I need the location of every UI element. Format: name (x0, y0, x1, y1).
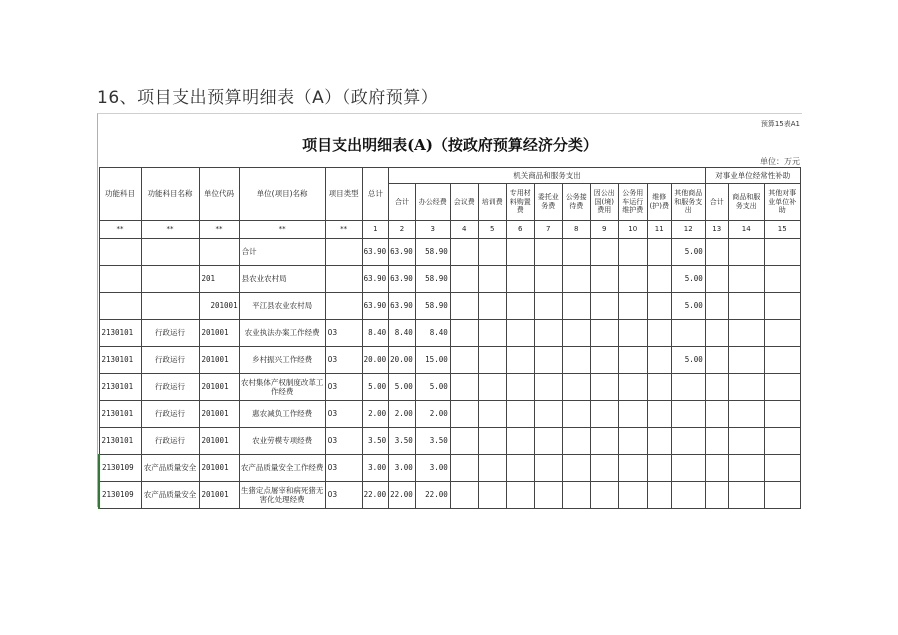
cell-empty (647, 482, 671, 509)
cell-project-type: 03 (325, 401, 362, 428)
cell-empty (705, 374, 728, 401)
header-col-number: 15 (764, 221, 800, 239)
header-unit-code: 单位代码 (199, 168, 239, 221)
unit-label: 单位：万元 (760, 157, 800, 166)
cell-empty (506, 428, 534, 455)
header-marker: ** (199, 221, 239, 239)
cell-office-expense: 58.90 (415, 293, 450, 320)
cell-empty (478, 239, 506, 266)
cell-admin-total: 2.00 (389, 401, 416, 428)
cell-empty (764, 347, 800, 374)
cell-empty (478, 320, 506, 347)
cell-empty (618, 239, 647, 266)
header-col-number: 10 (618, 221, 647, 239)
cell-empty (534, 428, 562, 455)
cell-unit-code: 201001 (199, 320, 239, 347)
cell-func-code: 2130101 (99, 320, 141, 347)
cell-empty (590, 455, 618, 482)
cell-empty (764, 374, 800, 401)
cell-empty (618, 401, 647, 428)
cell-empty (562, 347, 590, 374)
table-row (99, 239, 800, 266)
cell-project-type (325, 266, 362, 293)
cell-func-code (99, 239, 141, 266)
cell-unit-code: 201001 (199, 401, 239, 428)
cell-empty (647, 401, 671, 428)
cell-other-goods (671, 401, 705, 428)
cell-unit-name: 县农业农村局 (239, 266, 325, 293)
cell-project-type: 03 (325, 455, 362, 482)
cell-empty (534, 320, 562, 347)
cell-unit-name: 合计 (239, 239, 325, 266)
cell-empty (618, 293, 647, 320)
page-heading: 16、项目支出预算明细表（A）（政府预算） (97, 88, 439, 108)
header-col-number: 8 (562, 221, 590, 239)
cell-other-goods (671, 374, 705, 401)
cell-unit-code: 201 (199, 266, 239, 293)
cell-empty (705, 293, 728, 320)
cell-project-type: 03 (325, 428, 362, 455)
cell-office-expense: 8.40 (415, 320, 450, 347)
cell-empty (478, 482, 506, 509)
header-subsidy-col: 其他对事业单位补助 (764, 184, 800, 221)
cell-empty (562, 266, 590, 293)
cell-empty (728, 455, 764, 482)
cell-empty (450, 320, 478, 347)
cell-total: 63.90 (362, 293, 389, 320)
cell-total: 3.50 (362, 428, 389, 455)
cell-empty (562, 239, 590, 266)
cell-empty (450, 266, 478, 293)
header-subsidy-col: 合计 (705, 184, 728, 221)
cell-empty (450, 374, 478, 401)
cell-func-name (141, 239, 199, 266)
cell-empty (647, 455, 671, 482)
cell-empty (764, 293, 800, 320)
cell-project-type: 03 (325, 347, 362, 374)
header-subsidy-col: 商品和服务支出 (728, 184, 764, 221)
cell-empty (506, 374, 534, 401)
cell-empty (506, 320, 534, 347)
header-marker: ** (99, 221, 141, 239)
cell-empty (506, 266, 534, 293)
header-admin-col: 委托业务费 (534, 184, 562, 221)
cell-empty (764, 455, 800, 482)
cell-empty (534, 455, 562, 482)
cell-empty (647, 320, 671, 347)
cell-func-name: 行政运行 (141, 347, 199, 374)
cell-func-code: 2130101 (99, 374, 141, 401)
cell-empty (562, 428, 590, 455)
header-total: 总计 (362, 168, 389, 221)
cell-empty (647, 428, 671, 455)
cell-empty (590, 239, 618, 266)
cell-empty (764, 428, 800, 455)
cell-empty (478, 455, 506, 482)
header-func-name: 功能科目名称 (141, 168, 199, 221)
cell-empty (478, 293, 506, 320)
cell-empty (534, 347, 562, 374)
cell-empty (450, 347, 478, 374)
header-col-number: 3 (415, 221, 450, 239)
cell-office-expense: 22.00 (415, 482, 450, 509)
budget-sheet (97, 113, 802, 507)
cell-office-expense: 5.00 (415, 374, 450, 401)
cell-empty (764, 320, 800, 347)
cell-func-code (99, 293, 141, 320)
header-col-number: 1 (362, 221, 389, 239)
cell-unit-code: 201001 (199, 428, 239, 455)
cell-total: 3.00 (362, 455, 389, 482)
cell-func-name (141, 266, 199, 293)
header-admin-col: 维修(护)费 (647, 184, 671, 221)
cell-func-code (99, 266, 141, 293)
cell-total: 2.00 (362, 401, 389, 428)
cell-empty (450, 482, 478, 509)
cell-other-goods: 5.00 (671, 293, 705, 320)
header-row-1 (99, 168, 800, 184)
cell-func-name (141, 293, 199, 320)
cell-empty (590, 293, 618, 320)
cell-empty (534, 482, 562, 509)
cell-office-expense: 3.50 (415, 428, 450, 455)
cell-empty (705, 266, 728, 293)
cell-unit-code: 201001 (199, 374, 239, 401)
cell-empty (705, 455, 728, 482)
cell-func-code: 2130109 (99, 455, 141, 482)
header-group-admin: 机关商品和服务支出 (389, 168, 706, 184)
cell-other-goods: 5.00 (671, 347, 705, 374)
cell-empty (618, 266, 647, 293)
cell-empty (534, 239, 562, 266)
cell-total: 63.90 (362, 266, 389, 293)
cell-empty (562, 455, 590, 482)
cell-empty (590, 347, 618, 374)
cell-unit-code: 201001 (199, 293, 239, 320)
cell-total: 8.40 (362, 320, 389, 347)
header-admin-col: 培训费 (478, 184, 506, 221)
cell-other-goods: 5.00 (671, 239, 705, 266)
cell-empty (562, 482, 590, 509)
cell-empty (647, 293, 671, 320)
cell-empty (506, 401, 534, 428)
cell-func-code: 2130101 (99, 428, 141, 455)
cell-func-code: 2130101 (99, 347, 141, 374)
cell-func-name: 行政运行 (141, 401, 199, 428)
cell-empty (618, 347, 647, 374)
cell-admin-total: 22.00 (389, 482, 416, 509)
header-row-3 (99, 221, 800, 239)
cell-unit-name: 乡村振兴工作经费 (239, 347, 325, 374)
cell-empty (647, 347, 671, 374)
cell-empty (705, 401, 728, 428)
table-row (99, 482, 800, 509)
header-col-number: 5 (478, 221, 506, 239)
cell-office-expense: 15.00 (415, 347, 450, 374)
cell-unit-code: 201001 (199, 455, 239, 482)
header-group-subsidy: 对事业单位经常性补助 (705, 168, 800, 184)
header-col-number: 9 (590, 221, 618, 239)
cell-empty (506, 347, 534, 374)
form-code: 预算15表A1 (760, 120, 800, 128)
cell-empty (705, 428, 728, 455)
cell-empty (562, 320, 590, 347)
cell-other-goods: 5.00 (671, 266, 705, 293)
cell-empty (506, 239, 534, 266)
cell-empty (590, 374, 618, 401)
cell-empty (705, 320, 728, 347)
cell-empty (647, 239, 671, 266)
cell-func-name: 行政运行 (141, 374, 199, 401)
cell-empty (590, 482, 618, 509)
header-admin-col: 公务接待费 (562, 184, 590, 221)
table-body (99, 239, 800, 509)
cell-admin-total: 63.90 (389, 293, 416, 320)
cell-unit-name: 惠农减负工作经费 (239, 401, 325, 428)
header-col-number: 6 (506, 221, 534, 239)
header-col-number: 14 (728, 221, 764, 239)
cell-admin-total: 3.50 (389, 428, 416, 455)
cell-empty (450, 428, 478, 455)
cell-empty (728, 482, 764, 509)
header-admin-col: 合计 (389, 184, 416, 221)
header-col-number: 11 (647, 221, 671, 239)
cell-empty (506, 293, 534, 320)
cell-office-expense: 58.90 (415, 239, 450, 266)
cell-func-name: 行政运行 (141, 428, 199, 455)
cell-func-name: 行政运行 (141, 320, 199, 347)
cell-empty (764, 401, 800, 428)
cell-unit-name: 平江县农业农村局 (239, 293, 325, 320)
table-row (99, 401, 800, 428)
table-row (99, 266, 800, 293)
table-row (99, 428, 800, 455)
cell-empty (450, 401, 478, 428)
header-admin-col: 办公经费 (415, 184, 450, 221)
cell-empty (534, 293, 562, 320)
cell-empty (764, 266, 800, 293)
cell-empty (506, 455, 534, 482)
table-row (99, 374, 800, 401)
cell-other-goods (671, 455, 705, 482)
table-title: 项目支出明细表(A)（按政府预算经济分类） (302, 136, 598, 154)
cell-empty (764, 482, 800, 509)
header-admin-col: 公务用车运行维护费 (618, 184, 647, 221)
cell-admin-total: 3.00 (389, 455, 416, 482)
cell-admin-total: 8.40 (389, 320, 416, 347)
cell-empty (478, 401, 506, 428)
cell-empty (478, 374, 506, 401)
cell-project-type (325, 239, 362, 266)
cell-empty (618, 428, 647, 455)
cell-other-goods (671, 428, 705, 455)
cell-empty (728, 320, 764, 347)
cell-empty (705, 239, 728, 266)
cell-empty (478, 428, 506, 455)
cell-unit-name: 生猪定点屠宰和病死猪无害化处理经费 (239, 482, 325, 509)
header-admin-col: 专用材料购置费 (506, 184, 534, 221)
cell-empty (728, 428, 764, 455)
header-project-type: 项目类型 (325, 168, 362, 221)
cell-func-code: 2130101 (99, 401, 141, 428)
cell-empty (618, 455, 647, 482)
cell-unit-name: 农产品质量安全工作经费 (239, 455, 325, 482)
cell-office-expense: 2.00 (415, 401, 450, 428)
cell-admin-total: 63.90 (389, 266, 416, 293)
table-row (99, 347, 800, 374)
cell-project-type: 03 (325, 374, 362, 401)
header-marker: ** (325, 221, 362, 239)
header-col-number: 7 (534, 221, 562, 239)
cell-empty (618, 482, 647, 509)
cell-project-type (325, 293, 362, 320)
cell-empty (728, 374, 764, 401)
cell-empty (618, 320, 647, 347)
cell-unit-code (199, 239, 239, 266)
cell-func-name: 农产品质量安全 (141, 455, 199, 482)
cell-empty (728, 266, 764, 293)
cell-empty (647, 266, 671, 293)
cell-func-code: 2130109 (99, 482, 141, 509)
header-col-number: 12 (671, 221, 705, 239)
cell-office-expense: 58.90 (415, 266, 450, 293)
cell-total: 5.00 (362, 374, 389, 401)
budget-table (98, 167, 801, 509)
header-col-number: 13 (705, 221, 728, 239)
cell-empty (618, 374, 647, 401)
cell-admin-total: 63.90 (389, 239, 416, 266)
cell-other-goods (671, 482, 705, 509)
table-row (99, 293, 800, 320)
cell-office-expense: 3.00 (415, 455, 450, 482)
header-func-code: 功能科目 (99, 168, 141, 221)
cell-empty (705, 482, 728, 509)
cell-admin-total: 5.00 (389, 374, 416, 401)
cell-empty (590, 266, 618, 293)
cell-project-type: 03 (325, 320, 362, 347)
cell-empty (562, 293, 590, 320)
table-row (99, 320, 800, 347)
cell-empty (590, 428, 618, 455)
cell-unit-code: 201001 (199, 347, 239, 374)
cell-other-goods (671, 320, 705, 347)
cell-func-name: 农产品质量安全 (141, 482, 199, 509)
cell-empty (450, 239, 478, 266)
cell-empty (534, 266, 562, 293)
header-admin-col: 其他商品和服务支出 (671, 184, 705, 221)
cell-empty (534, 374, 562, 401)
cell-empty (728, 239, 764, 266)
cell-empty (534, 401, 562, 428)
header-unit-name: 单位(项目)名称 (239, 168, 325, 221)
header-admin-col: 因公出国(境)费用 (590, 184, 618, 221)
cell-empty (728, 401, 764, 428)
cell-empty (764, 239, 800, 266)
cell-total: 20.00 (362, 347, 389, 374)
cell-total: 22.00 (362, 482, 389, 509)
cell-empty (590, 401, 618, 428)
cell-project-type: 03 (325, 482, 362, 509)
cell-total: 63.90 (362, 239, 389, 266)
cell-unit-name: 农业劳模专项经费 (239, 428, 325, 455)
cell-empty (478, 347, 506, 374)
cell-empty (647, 374, 671, 401)
cell-unit-name: 农村集体产权制度改革工作经费 (239, 374, 325, 401)
table-row (99, 455, 800, 482)
cell-empty (506, 482, 534, 509)
header-col-number: 4 (450, 221, 478, 239)
cell-empty (728, 293, 764, 320)
header-marker: ** (239, 221, 325, 239)
cell-empty (478, 266, 506, 293)
cell-empty (562, 401, 590, 428)
cell-empty (728, 347, 764, 374)
cell-unit-name: 农业执法办案工作经费 (239, 320, 325, 347)
cell-unit-code: 201001 (199, 482, 239, 509)
cell-empty (450, 455, 478, 482)
cell-empty (562, 374, 590, 401)
cell-empty (705, 347, 728, 374)
cell-empty (450, 293, 478, 320)
header-admin-col: 会议费 (450, 184, 478, 221)
header-marker: ** (141, 221, 199, 239)
header-col-number: 2 (389, 221, 416, 239)
cell-admin-total: 20.00 (389, 347, 416, 374)
cell-empty (590, 320, 618, 347)
